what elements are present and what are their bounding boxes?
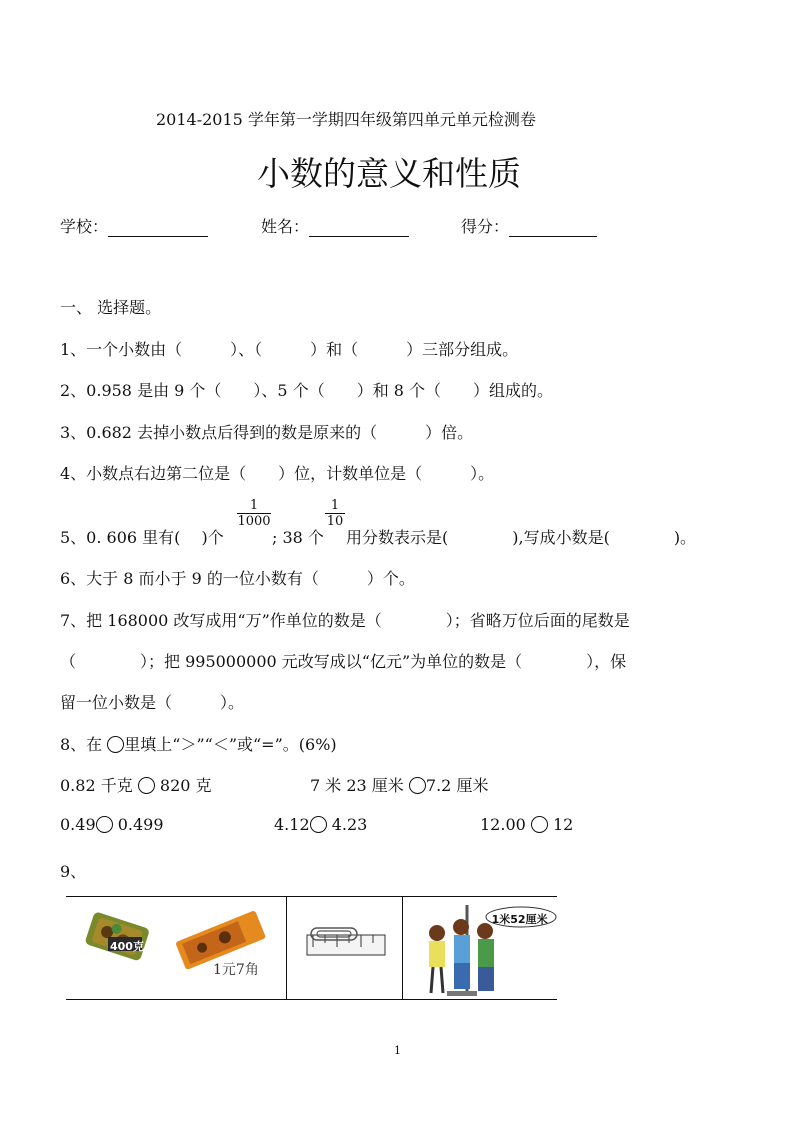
- school-blank[interactable]: [108, 220, 208, 237]
- candy-weight-label: 400克: [110, 940, 144, 953]
- compare-1-circle[interactable]: [138, 777, 155, 794]
- compare-1-left: 0.82 千克: [60, 776, 133, 795]
- paperclip-ruler-icon: [287, 897, 402, 1001]
- question-9-picture-table: [66, 896, 557, 1000]
- question-1: 1、一个小数由（ ）、（ ）和（ ）三部分组成。: [60, 340, 519, 359]
- question-8-intro-b: 里填上“＞”“＜”或“=”。(6%): [124, 735, 337, 754]
- fraction-2-numerator: 1: [325, 498, 345, 514]
- question-7-line-1: 7、把 168000 改写成用“万”作单位的数是（ ）；省略万位后面的尾数是: [60, 611, 630, 630]
- page-number: 1: [394, 1044, 401, 1057]
- compare-3-circle[interactable]: [96, 816, 113, 833]
- exam-title: 小数的意义和性质: [257, 154, 521, 193]
- exam-subtitle: 2014-2015 学年第一学期四年级第四单元单元检测卷: [156, 110, 536, 129]
- compare-item-2: [310, 773, 488, 796]
- chocolate-price-label: 1元7角: [213, 962, 259, 978]
- fraction-2-denominator: 10: [326, 514, 344, 529]
- fraction-one-thousandth: [237, 498, 271, 529]
- compare-4-right: 4.23: [331, 815, 368, 834]
- question-3: 3、0.682 去掉小数点后得到的数是原来的（ ）倍。: [60, 423, 474, 442]
- compare-item-5: [480, 815, 573, 834]
- score-field: [461, 214, 597, 237]
- name-label: 姓名：: [261, 217, 310, 236]
- question-9-label: 9、: [60, 862, 87, 881]
- compare-item-1: [60, 773, 212, 796]
- compare-1-right: 820 克: [159, 776, 212, 795]
- score-label: 得分：: [461, 217, 510, 236]
- name-blank[interactable]: [309, 220, 409, 237]
- question-8-intro-a: 8、在: [60, 735, 103, 754]
- compare-circle-icon: [107, 736, 124, 753]
- question-6: 6、大于 8 而小于 9 的一位小数有（ ）个。: [60, 569, 415, 588]
- question-5-part-c: 用分数表示是( ),写成小数是( )。: [346, 528, 697, 547]
- compare-5-right: 12: [553, 815, 574, 834]
- compare-2-right: 7.2 厘米: [425, 776, 489, 795]
- compare-3-right: 0.499: [117, 815, 164, 834]
- compare-item-4: [274, 815, 367, 834]
- compare-5-left: 12.00: [480, 815, 526, 834]
- question-5-part-a: 5、0. 606 里有( )个: [60, 528, 224, 547]
- question-2: 2、0.958 是由 9 个（ ）、5 个（ ）和 8 个（ ）组成的。: [60, 381, 554, 400]
- question-4: 4、小数点右边第二位是（ ）位，计数单位是（ ）。: [60, 464, 495, 483]
- compare-2-circle[interactable]: [409, 777, 426, 794]
- section-heading: 一、 选择题。: [60, 298, 162, 317]
- picture-cell-snacks: [66, 897, 287, 1000]
- compare-4-circle[interactable]: [310, 816, 327, 833]
- question-7-line-3: 留一位小数是（ ）。: [60, 693, 245, 712]
- fraction-one-tenth: [325, 498, 345, 529]
- school-label: 学校：: [60, 217, 109, 236]
- height-speech-bubble: 1米52厘米: [491, 913, 548, 926]
- score-blank[interactable]: [509, 220, 597, 237]
- fraction-1-denominator: 1000: [237, 514, 271, 529]
- compare-3-left: 0.49: [60, 815, 96, 834]
- snack-packages-icon: [66, 897, 287, 1001]
- school-field: [60, 214, 208, 237]
- compare-5-circle[interactable]: [531, 816, 548, 833]
- compare-4-left: 4.12: [274, 815, 310, 834]
- picture-cell-ruler: [287, 897, 403, 1000]
- picture-cell-height: [402, 897, 557, 1000]
- compare-2-left: 7 米 23 厘米: [310, 776, 404, 795]
- fraction-1-numerator: 1: [237, 498, 271, 514]
- compare-item-3: [60, 815, 164, 834]
- question-7-line-2: （ ）；把 995000000 元改写成以“亿元”为单位的数是（ ），保: [60, 652, 627, 671]
- name-field: [261, 214, 409, 237]
- question-8-intro: [60, 732, 337, 755]
- question-5-part-b: ; 38 个: [272, 528, 324, 547]
